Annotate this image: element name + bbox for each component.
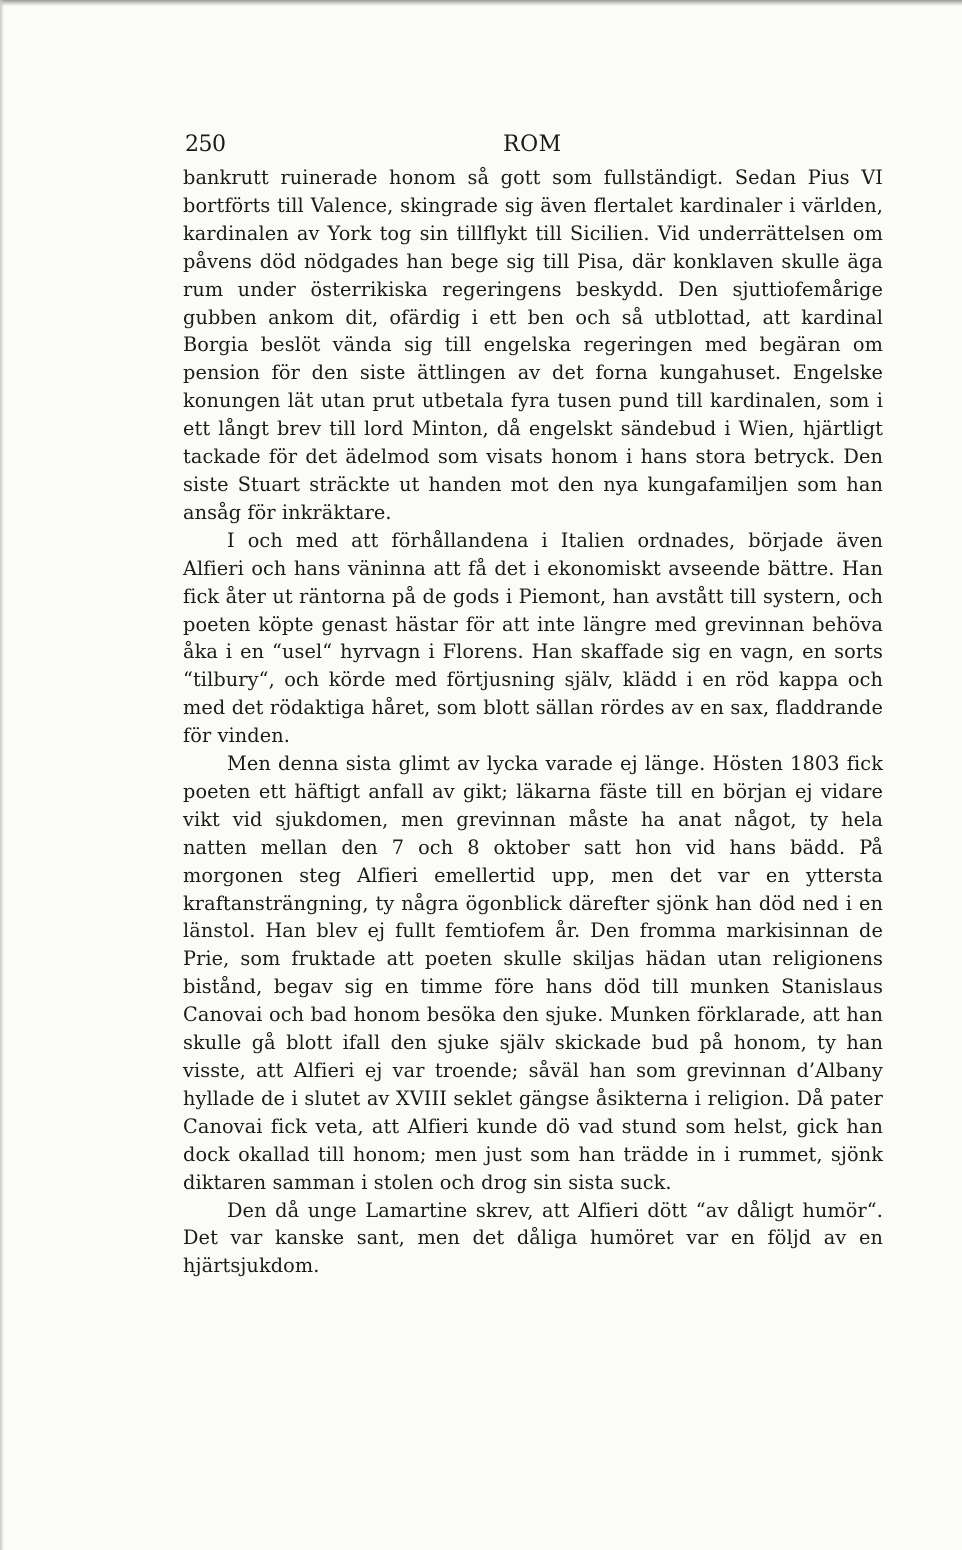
page-number: 250: [185, 132, 226, 157]
page-edge-shadow: [0, 0, 962, 6]
running-head: [183, 128, 883, 164]
page-edge-shadow-left: [0, 0, 4, 1550]
paragraph: Den då unge Lamartine skrev, att Alfieri dött “av dåligt humör“. Det var kanske sant, men det dåliga humöret var en följd av en hjärtsjukdom.: [183, 1198, 883, 1278]
paragraph: I och med att förhållandena i Italien ordnades, började även Alfieri och hans väninna att få det i ekonomiskt avseende bättre. Han fick åter ut räntorna på de gods i Piemont, han avstått till systern, och poeten köpte genast hästar för att inte längre med grevinnan behöva åka i en “usel“ hyrvagn i Florens. Han skaffade sig en vagn, en sorts “tilbury“, och körde med förtjusning själv, klädd i en röd kappa och med det rödaktiga håret, som blott sällan rördes av en sax, fladdrande för vinden.: [183, 528, 883, 748]
page-content: [183, 128, 883, 1280]
paragraph: bankrutt ruinerade honom så gott som fullständigt. Sedan Pius VI bortförts till Valence, skingrade sig även flertalet kardinaler i världen, kardinalen av York tog sin tillflykt till Sicilien. Vid underrättelsen om påvens död nödgades han bege sig till Pisa, där konklaven skulle äga rum under österrikiska regeringens beskydd. Den sjuttiofemårige gubben ankom dit, ofärdig i ett ben och så utblottad, att kardinal Borgia beslöt vända sig till engelska regeringen med begäran om pension för den siste ättlingen av det forna kungahuset. Engelske konungen lät utan prut utbetala fyra tusen pund till kardinalen, som i ett långt brev till lord Minton, då engelskt sändebud i Wien, hjärtligt tackade för det ädelmod som visats honom i hans stora betryck. Den siste Stuart sträckte ut handen mot den nya kungafamiljen som han ansåg för inkräktare.: [183, 166, 883, 524]
paragraph: Men denna sista glimt av lycka varade ej länge. Hösten 1803 fick poeten ett häftigt anfall av gikt; läkarna fäste till en början ej vidare vikt vid sjukdomen, men grevinnan måste ha anat något, ty hela natten mellan den 7 och 8 oktober satt hon vid hans bädd. På morgonen steg Alfieri emellertid upp, men det var en yttersta kraftansträngning, ty några ögonblick därefter sjönk han död ned i en länstol. Han blev ej fullt femtiofem år. Den fromma markisinnan de Prie, som fruktade att poeten skulle skiljas hädan utan religionens bistånd, begav sig en timme före hans död till munken Stanislaus Canovai och bad honom besöka den sjuke. Munken förklarade, att han skulle gå blott ifall den sjuke själv skickade bud på honom, ty han visste, att Alfieri ej var troende; såväl han som grevinnan d’Albany hyllade de i slutet av XVIII seklet gängse åsikterna i religion. Då pater Canovai fick veta, att Alfieri kunde dö vad stund som helst, gick han dock okallad till honom; men just som han trädde in i rummet, sjönk diktaren samman i stolen och drog sin sista suck.: [183, 752, 883, 1194]
body-text: [183, 164, 883, 1280]
running-title: ROM: [503, 132, 562, 157]
